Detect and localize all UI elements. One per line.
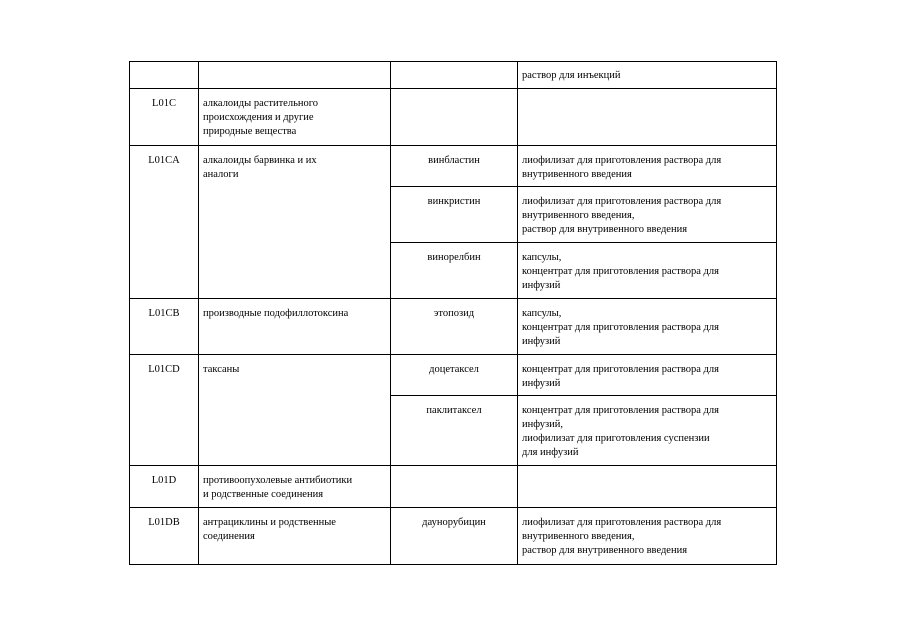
dosage-form-line: инфузий — [522, 280, 561, 291]
drug-name-cell — [391, 299, 518, 355]
drug-name-cell — [391, 89, 518, 146]
dosage-form-line: инфузий — [522, 336, 561, 347]
atc-code-cell — [130, 355, 199, 466]
atc-code: L01D — [151, 475, 177, 486]
dosage-form-line: внутривенного введения, — [522, 531, 635, 542]
drug-name-cell — [391, 466, 518, 508]
atc-code-cell — [130, 62, 199, 89]
drug-name: даунорубицин — [422, 517, 486, 528]
drug-name: винбластин — [428, 155, 480, 166]
group-name-line: и родственные соединения — [203, 489, 324, 500]
dosage-form-cell — [518, 466, 777, 508]
group-name-cell — [199, 146, 391, 299]
dosage-form-cell — [518, 187, 777, 243]
group-name-cell — [199, 355, 391, 466]
group-name-line: алкалоиды барвинка и их — [203, 155, 317, 166]
group-name-line: соединения — [203, 531, 255, 542]
dosage-form-line: инфузий, — [522, 419, 564, 430]
dosage-form-line: раствор для инъекций — [522, 70, 621, 81]
dosage-form-cell — [518, 146, 777, 187]
group-name-cell — [199, 466, 391, 508]
drug-name-cell — [391, 146, 518, 187]
drug-name: этопозид — [433, 308, 475, 319]
group-name-line: природные вещества — [203, 126, 297, 137]
dosage-form-cell — [518, 508, 777, 565]
group-name-cell — [199, 62, 391, 89]
drug-name-cell — [391, 243, 518, 299]
dosage-form-cell — [518, 243, 777, 299]
table-row — [130, 62, 777, 89]
dosage-form-line: концентрат для приготовления раствора для — [522, 266, 719, 277]
dosage-form-line: инфузий — [522, 378, 561, 389]
dosage-form-line: для инфузий — [522, 447, 579, 458]
table-row — [130, 146, 777, 187]
atc-code: L01DB — [148, 517, 180, 528]
atc-code: L01CA — [148, 155, 180, 166]
table-row — [130, 508, 777, 565]
dosage-form-line: капсулы, — [522, 252, 562, 263]
table-row — [130, 89, 777, 146]
drug-name: доцетаксел — [429, 364, 479, 375]
dosage-form-cell — [518, 89, 777, 146]
atc-code-cell — [130, 89, 199, 146]
dosage-form-line: лиофилизат для приготовления раствора для — [522, 196, 722, 207]
dosage-form-cell — [518, 299, 777, 355]
atc-code-cell — [130, 299, 199, 355]
group-name-cell — [199, 299, 391, 355]
dosage-form-line: лиофилизат для приготовления раствора для — [522, 155, 722, 166]
atc-code-cell — [130, 508, 199, 565]
drug-name: винорелбин — [427, 252, 481, 263]
table-row — [130, 355, 777, 396]
group-name-line: происхождения и другие — [203, 112, 314, 123]
table-row — [130, 299, 777, 355]
dosage-form-cell — [518, 355, 777, 396]
group-name-line: производные подофиллотоксина — [203, 308, 349, 319]
group-name-line: антрациклины и родственные — [203, 517, 336, 528]
dosage-form-line: раствор для внутривенного введения — [522, 224, 688, 235]
dosage-form-line: лиофилизат для приготовления суспензии — [522, 433, 710, 444]
dosage-form-line: капсулы, — [522, 308, 562, 319]
atc-code-cell — [130, 466, 199, 508]
dosage-form-line: внутривенного введения, — [522, 210, 635, 221]
group-name-line: противоопухолевые антибиотики — [203, 475, 353, 486]
group-name-line: таксаны — [203, 364, 240, 375]
drug-name: паклитаксел — [426, 405, 482, 416]
drug-name-cell — [391, 355, 518, 396]
atc-code: L01CB — [148, 308, 180, 319]
drug-name-cell — [391, 62, 518, 89]
group-name-line: аналоги — [203, 169, 239, 180]
dosage-form-line: концентрат для приготовления раствора для — [522, 364, 719, 375]
dosage-form-line: внутривенного введения — [522, 169, 632, 180]
dosage-form-line: раствор для внутривенного введения — [522, 545, 688, 556]
drug-name-cell — [391, 508, 518, 565]
drug-classification-table — [129, 61, 777, 565]
drug-name-cell — [391, 396, 518, 466]
group-name-cell — [199, 508, 391, 565]
group-name-cell — [199, 89, 391, 146]
table-row — [130, 466, 777, 508]
atc-code-cell — [130, 146, 199, 299]
atc-code: L01CD — [148, 364, 180, 375]
dosage-form-cell — [518, 62, 777, 89]
dosage-form-line: концентрат для приготовления раствора для — [522, 322, 719, 333]
atc-code: L01C — [152, 98, 176, 109]
dosage-form-line: лиофилизат для приготовления раствора для — [522, 517, 722, 528]
dosage-form-cell — [518, 396, 777, 466]
drug-name-cell — [391, 187, 518, 243]
dosage-form-line: концентрат для приготовления раствора для — [522, 405, 719, 416]
drug-name: винкристин — [427, 196, 481, 207]
group-name-line: алкалоиды растительного — [203, 98, 319, 109]
